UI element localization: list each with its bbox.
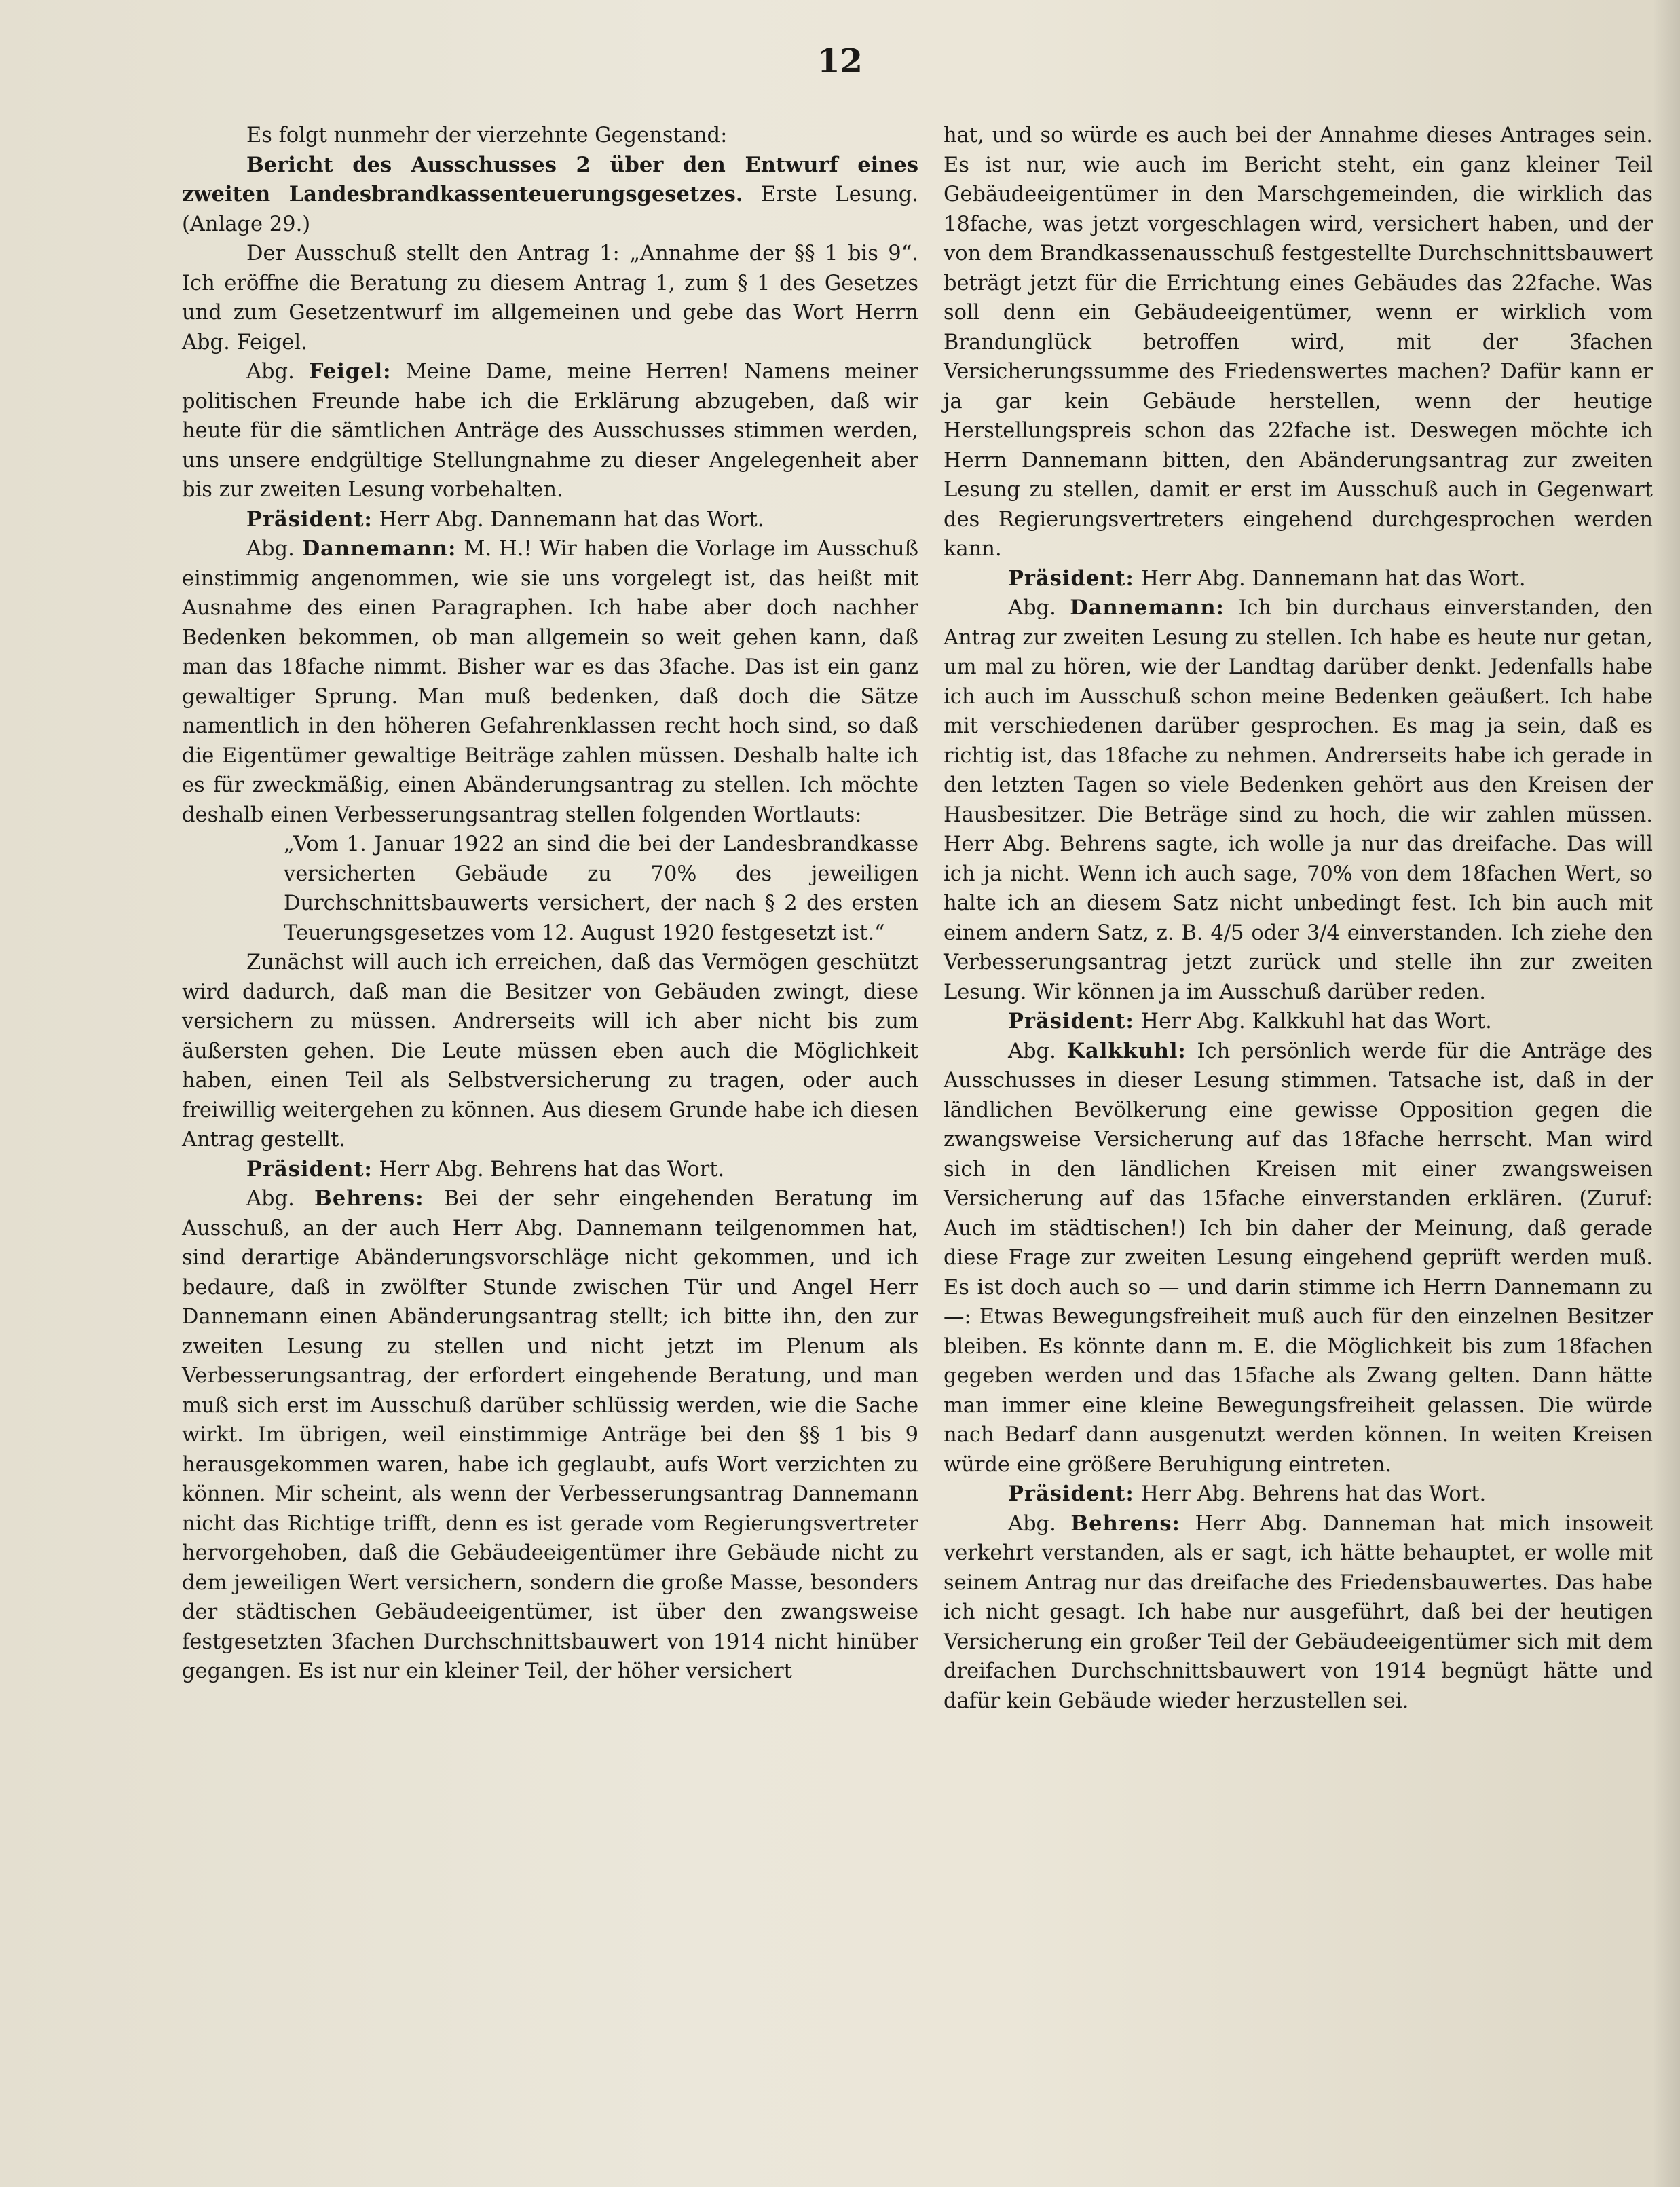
speech — [182, 534, 918, 830]
speaker-name: Behrens: — [314, 1186, 424, 1211]
speaker-prefix: Abg. — [246, 537, 302, 561]
speaker-prefix: Abg. — [1008, 596, 1070, 620]
speech — [182, 357, 918, 505]
speech-text: Meine Dame, meine Herren! Namens meiner politischen Freunde habe ich die Erklärung abzugeben, daß wir heute für die sämtlichen Anträge des Ausschusses stimmen werden, uns unsere endgültige Stellungnahme zu dieser Angelegenheit aber bis zur zweiten Lesung vorbehalten. — [182, 360, 919, 502]
speech-text: Herr Abg. Dannemann hat das Wort. — [1134, 566, 1526, 591]
speaker-name: Präsident: — [246, 1156, 373, 1181]
quoted-motion: „Vom 1. Januar 1922 an sind die bei der Landesbrandkasse versicherten Gebäude zu 70% des jeweiligen Durchschnittsbauwerts versichert, der nach § 2 des ersten Teuerungsgesetzes vom 12. August 1920 festgesetzt ist.“ — [284, 832, 918, 945]
speech-text: Herr Abg. Danneman hat mich insoweit verkehrt verstanden, als er sagt, ich hätte behauptet, er wolle mit seinem Antrag nur das dreifache des Friedensbauwertes. Das habe ich nicht gesagt. Ich habe nur ausgeführt, daß bei der heutigen Versicherung ein großer Teil der Gebäudeeigentümer sich mit dem dreifachen Durchschnittsbauwert von 1914 begnügt hätte und dafür kein Gebäude wieder herzustellen sei. — [944, 1511, 1653, 1713]
paragraph: hat, und so würde es auch bei der Annahme dieses Antrages sein. Es ist nur, wie auch im Bericht steht, ein ganz kleiner Teil Gebäudeeigentümer in den Marschgemeinden, die wirklich das 18fache, was jetzt vorgeschlagen wird, versichert haben, und der von dem Brandkassenausschuß festgestellte Durchschnittsbauwert beträgt jetzt für die Errichtung eines Gebäudes das 22fache. Was soll denn ein Gebäudeeigentümer, wenn er wirklich vom Brandunglück betroffen wird, mit der 3fachen Versicherungssumme des Friedenswertes machen? Dafür kann er ja gar kein Gebäude herstellen, wenn der heutige Herstellungspreis schon das 22fache ist. Deswegen möchte ich Herrn Dannemann bitten, den Abänderungsantrag zur zweiten Lesung zu stellen, damit er erst im Ausschuß auch in Gegenwart des Regierungsvertreters eingehend durchgesprochen werden kann. — [944, 124, 1653, 561]
speaker-prefix: Abg. — [1008, 1039, 1067, 1063]
agenda-reading: Erste Lesung. (Anlage 29.) — [182, 183, 918, 236]
speaker-name: Dannemann: — [1070, 595, 1225, 620]
speaker-name: Kalkkuhl: — [1066, 1038, 1187, 1063]
speaker-name: Behrens: — [1070, 1511, 1180, 1536]
speaker-prefix: Abg. — [246, 1187, 315, 1211]
speaker-name: Präsident: — [1008, 566, 1134, 591]
speech-text: Herr Abg. Kalkkuhl hat das Wort. — [1134, 1010, 1492, 1033]
speaker-name: Feigel: — [308, 359, 392, 384]
page-edge-shadow — [1653, 0, 1680, 2187]
speaker-name: Präsident: — [246, 507, 373, 532]
speech-text: Bei der sehr eingehenden Beratung im Ausschuß, an der auch Herr Abg. Dannemann teilgenommen hat, sind derartige Abänderungsvorschläge nicht gekommen, und ich bedaure, daß in zwölfter Stunde zwischen Tür und Angel Herr Dannemann einen Abänderungsantrag stellt; ich bitte ihn, den zur zweiten Lesung zu stellen und nicht jetzt im Plenum als Verbesserungsantrag, der erfordert eingehende Beratung, und man muß sich erst im Ausschuß darüber schlüssig werden, wie die Sache wirkt. Im übrigen, weil einstimmige Anträge bei den §§ 1 bis 9 herausgekommen waren, habe ich geglaubt, aufs Wort verzichten zu können. Mir scheint, als wenn der Verbesserungsantrag Dannemann nicht das Richtige trifft, denn es ist gerade vom Regierungsvertreter hervorgehoben, daß die Gebäudeeigentümer ihre Gebäude nicht zu dem jeweiligen Wert versichern, sondern die große Masse, besonders der städtischen Gebäudeeigentümer, ist über den zwangsweise festgesetzten 3fachen Durchschnittsbauwert von 1914 nicht hinüber gegangen. Es ist nur ein kleiner Teil, der höher versichert — [182, 1187, 918, 1683]
agenda-intro: Es folgt nunmehr der vierzehnte Gegenstand: — [246, 124, 728, 147]
paragraph: Zunächst will auch ich erreichen, daß das Vermögen geschützt wird dadurch, daß man die Besitzer von Gebäuden zwingt, diese versichern zu müssen. Andrerseits will ich aber nicht bis zum äußersten gehen. Die Leute müssen eben auch die Möglichkeit haben, einen Teil als Selbstversicherung zu tragen, oder auch freiwillig weitergehen zu können. Aus diesem Grunde habe ich diesen Antrag gestellt. — [182, 951, 918, 1152]
speaker-prefix: Abg. — [246, 360, 309, 384]
speech — [182, 505, 918, 535]
speech-text: Ich bin durchaus einverstanden, den Antrag zur zweiten Lesung zu stellen. Ich habe es heute nur getan, um mal zu hören, wie der Landtag darüber denkt. Jedenfalls habe ich auch im Ausschuß schon meine Bedenken geäußert. Ich habe mit verschiedenen darüber gesprochen. Es mag ja sein, daß es richtig ist, das 18fache zu nehmen. Andrerseits habe ich gerade in den letzten Tagen so viele Bedenken gehört aus den Kreisen der Hausbesitzer. Die Beträge sind zu hoch, die wir zahlen müssen. Herr Abg. Behrens sagte, ich wolle ja nur das dreifache. Das will ich ja nicht. Wenn ich auch sage, 70% von dem 18fachen Wert, so halte ich an diesem Satz nicht unbedingt fest. Ich bin auch mit einem andern Satz, z. B. 4/5 oder 3/4 einverstanden. Ich ziehe den Verbesserungsantrag jetzt zurück und stelle ihn zur zweiten Lesung. Wir können ja im Ausschuß darüber reden. — [944, 596, 1653, 1004]
speech-text: Herr Abg. Behrens hat das Wort. — [1134, 1482, 1487, 1506]
speech-text: Herr Abg. Behrens hat das Wort. — [372, 1157, 725, 1181]
paragraph: Der Ausschuß stellt den Antrag 1: „Annahme der §§ 1 bis 9“. Ich eröffne die Beratung zu diesem Antrag 1, zum § 1 des Gesetzes und zum Gesetzentwurf im allgemeinen und gebe das Wort Herrn Abg. Feigel. — [182, 242, 918, 354]
speech — [944, 1480, 1653, 1509]
speech — [944, 593, 1653, 1007]
left-column — [182, 121, 918, 1687]
speech — [944, 1007, 1653, 1037]
speaker-name: Präsident: — [1008, 1009, 1134, 1033]
speech — [944, 564, 1653, 594]
speech — [182, 1155, 918, 1185]
speaker-name: Dannemann: — [301, 536, 457, 561]
agenda-title: Bericht des Ausschusses 2 über den Entwurf eines zweiten Landesbrandkassenteuerungsgesetzes. — [182, 152, 918, 206]
agenda-item — [182, 151, 918, 240]
speech — [182, 1184, 918, 1687]
speech-text: Herr Abg. Dannemann hat das Wort. — [372, 507, 764, 532]
speech-text: M. H.! Wir haben die Vorlage im Ausschuß einstimmig angenommen, wie sie uns vorgelegt ist, das heißt mit Ausnahme des einen Paragraphen. Ich habe aber doch nachher Bedenken bekommen, ob man allgemein so weit gehen kann, daß man das 18fache nimmt. Bisher war es das 3fache. Das ist ein ganz gewaltiger Sprung. Man muß bedenken, daß doch die Sätze namentlich in den höheren Gefahrenklassen recht hoch sind, so daß die Eigentümer gewaltige Beiträge zahlen müssen. Deshalb halte ich es für zweckmäßig, einen Abänderungsantrag zu stellen. Ich möchte deshalb einen Verbesserungsantrag stellen folgenden Wortlauts: — [182, 537, 918, 827]
right-column — [944, 121, 1653, 1716]
page-number: 12 — [817, 42, 863, 80]
speech — [944, 1509, 1653, 1716]
speech-text: Ich persönlich werde für die Anträge des Ausschusses in dieser Lesung stimmen. Tatsache ist, daß in der ländlichen Bevölkerung eine gewisse Opposition gegen die zwangsweise Versicherung auf das 18fache herrscht. Man wird sich in den ländlichen Kreisen mit einer zwangsweisen Versicherung auf das 15fache einverstanden erklären. (Zuruf: Auch im städtischen!) Ich bin daher der Meinung, daß gerade diese Frage zur zweiten Lesung eingehend geprüft werden muß. Es ist doch auch so — und darin stimme ich Herrn Dannemann zu —: Etwas Bewegungsfreiheit muß auch für den einzelnen Besitzer bleiben. Es könnte dann m. E. die Möglichkeit bis zum 18fachen gegeben werden und das 15fache als Zwang gelten. Dann hätte man immer eine kleine Bewegungsfreiheit gelassen. Die würde nach Bedarf dann ausgenutzt werden können. In weiten Kreisen würde eine größere Beruhigung eintreten. — [944, 1039, 1653, 1477]
speech — [944, 1037, 1653, 1480]
speaker-prefix: Abg. — [1008, 1511, 1071, 1536]
speaker-name: Präsident: — [1008, 1482, 1134, 1506]
